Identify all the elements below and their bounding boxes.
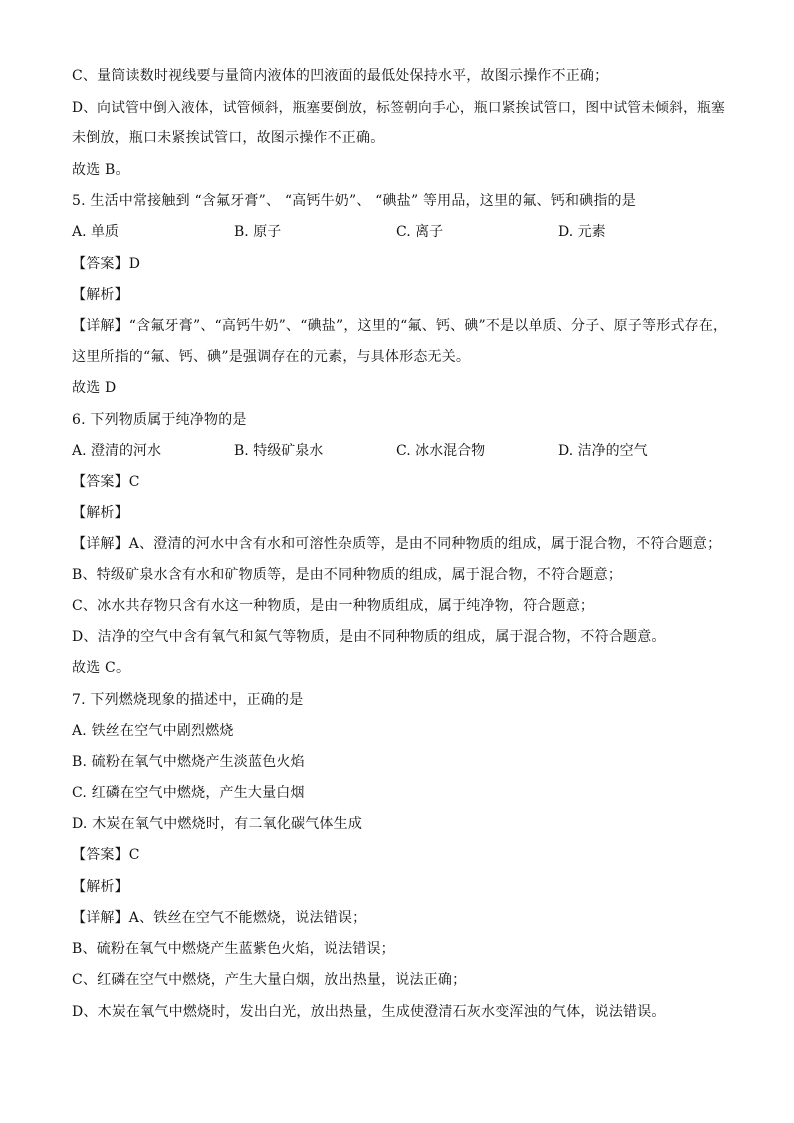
q7-option-d: D. 木炭在氧气中燃烧时，有二氧化碳气体生成: [72, 816, 363, 832]
q5-stem: 5. 生活中常接触到 “含氟牙膏”、 “高钙牛奶”、 “碘盐” 等用品，这里的氟、钙和碘指的是: [72, 193, 636, 209]
q5-option-c: C. 离子: [396, 224, 444, 240]
q5-choose: 故选 D: [72, 380, 117, 396]
q6-option-c: C. 冰水混合物: [396, 443, 486, 459]
q6-detail-line2: B、特级矿泉水含有水和矿物质等，是由不同种物质的组成，属于混合物，不符合题意；: [72, 567, 623, 583]
q5-analysis-heading: 【解析】: [72, 287, 129, 303]
q5-detail-line1: 【详解】“含氟牙膏”、“高钙牛奶”、“碘盐”，这里的“氟、钙、碘”不是以单质、分子、原子等形式存在，: [72, 318, 728, 334]
q6-analysis-heading: 【解析】: [72, 505, 129, 521]
q4-option-c-explanation: C、量筒读数时视线要与量筒内液体的凹液面的最低处保持水平，故图示操作不正确；: [72, 68, 609, 84]
q7-stem: 7. 下列燃烧现象的描述中，正确的是: [72, 692, 304, 708]
q6-option-a: A. 澄清的河水: [72, 443, 162, 459]
q7-detail-line2: B、硫粉在氧气中燃烧产生蓝紫色火焰，说法错误；: [72, 941, 395, 957]
q6-stem: 6. 下列物质属于纯净物的是: [72, 412, 247, 428]
q7-detail-line1: 【详解】A、铁丝在空气不能燃烧，说法错误；: [72, 910, 367, 926]
q5-detail-line2: 这里所指的“氟、钙、碘”是强调存在的元素，与具体形态无关。: [72, 349, 471, 365]
q5-option-b: B. 原子: [234, 224, 282, 240]
q6-detail-line4: D、洁净的空气中含有氧气和氮气等物质，是由不同种物质的组成，属于混合物，不符合题意。: [72, 629, 666, 645]
q6-option-d: D. 洁净的空气: [558, 443, 648, 459]
q6-detail-line1: 【详解】A、澄清的河水中含有水和可溶性杂质等，是由不同种物质的组成，属于混合物，不符合题意；: [72, 536, 722, 552]
q6-choose: 故选 C。: [72, 660, 131, 676]
q5-option-a: A. 单质: [72, 224, 120, 240]
q7-option-a: A. 铁丝在空气中剧烈燃烧: [72, 723, 234, 739]
q6-detail-line3: C、冰水共存物只含有水这一种物质，是由一种物质组成，属于纯净物，符合题意；: [72, 598, 595, 614]
q7-option-b: B. 硫粉在氧气中燃烧产生淡蓝色火焰: [72, 754, 305, 770]
q6-answer: 【答案】C: [72, 474, 140, 490]
q7-answer: 【答案】C: [72, 847, 140, 863]
q6-option-b: B. 特级矿泉水: [234, 443, 324, 459]
q4-choose: 故选 B。: [72, 162, 130, 178]
q4-option-d-explanation-line2: 未倒放，瓶口未紧挨试管口，故图示操作不正确。: [72, 130, 385, 146]
q7-detail-line4: D、木炭在氧气中燃烧时，发出白光，放出热量，生成使澄清石灰水变浑浊的气体，说法错误。: [72, 1004, 666, 1020]
q5-answer: 【答案】D: [72, 256, 141, 272]
q7-analysis-heading: 【解析】: [72, 879, 129, 895]
q4-option-d-explanation-line1: D、向试管中倒入液体，试管倾斜，瓶塞要倒放，标签朝向手心，瓶口紧挨试管口，图中试管未倾斜，瓶塞: [72, 100, 725, 116]
q7-detail-line3: C、红磷在空气中燃烧，产生大量白烟，放出热量，说法正确；: [72, 972, 467, 988]
q5-option-d: D. 元素: [558, 224, 606, 240]
q7-option-c: C. 红磷在空气中燃烧，产生大量白烟: [72, 785, 305, 801]
